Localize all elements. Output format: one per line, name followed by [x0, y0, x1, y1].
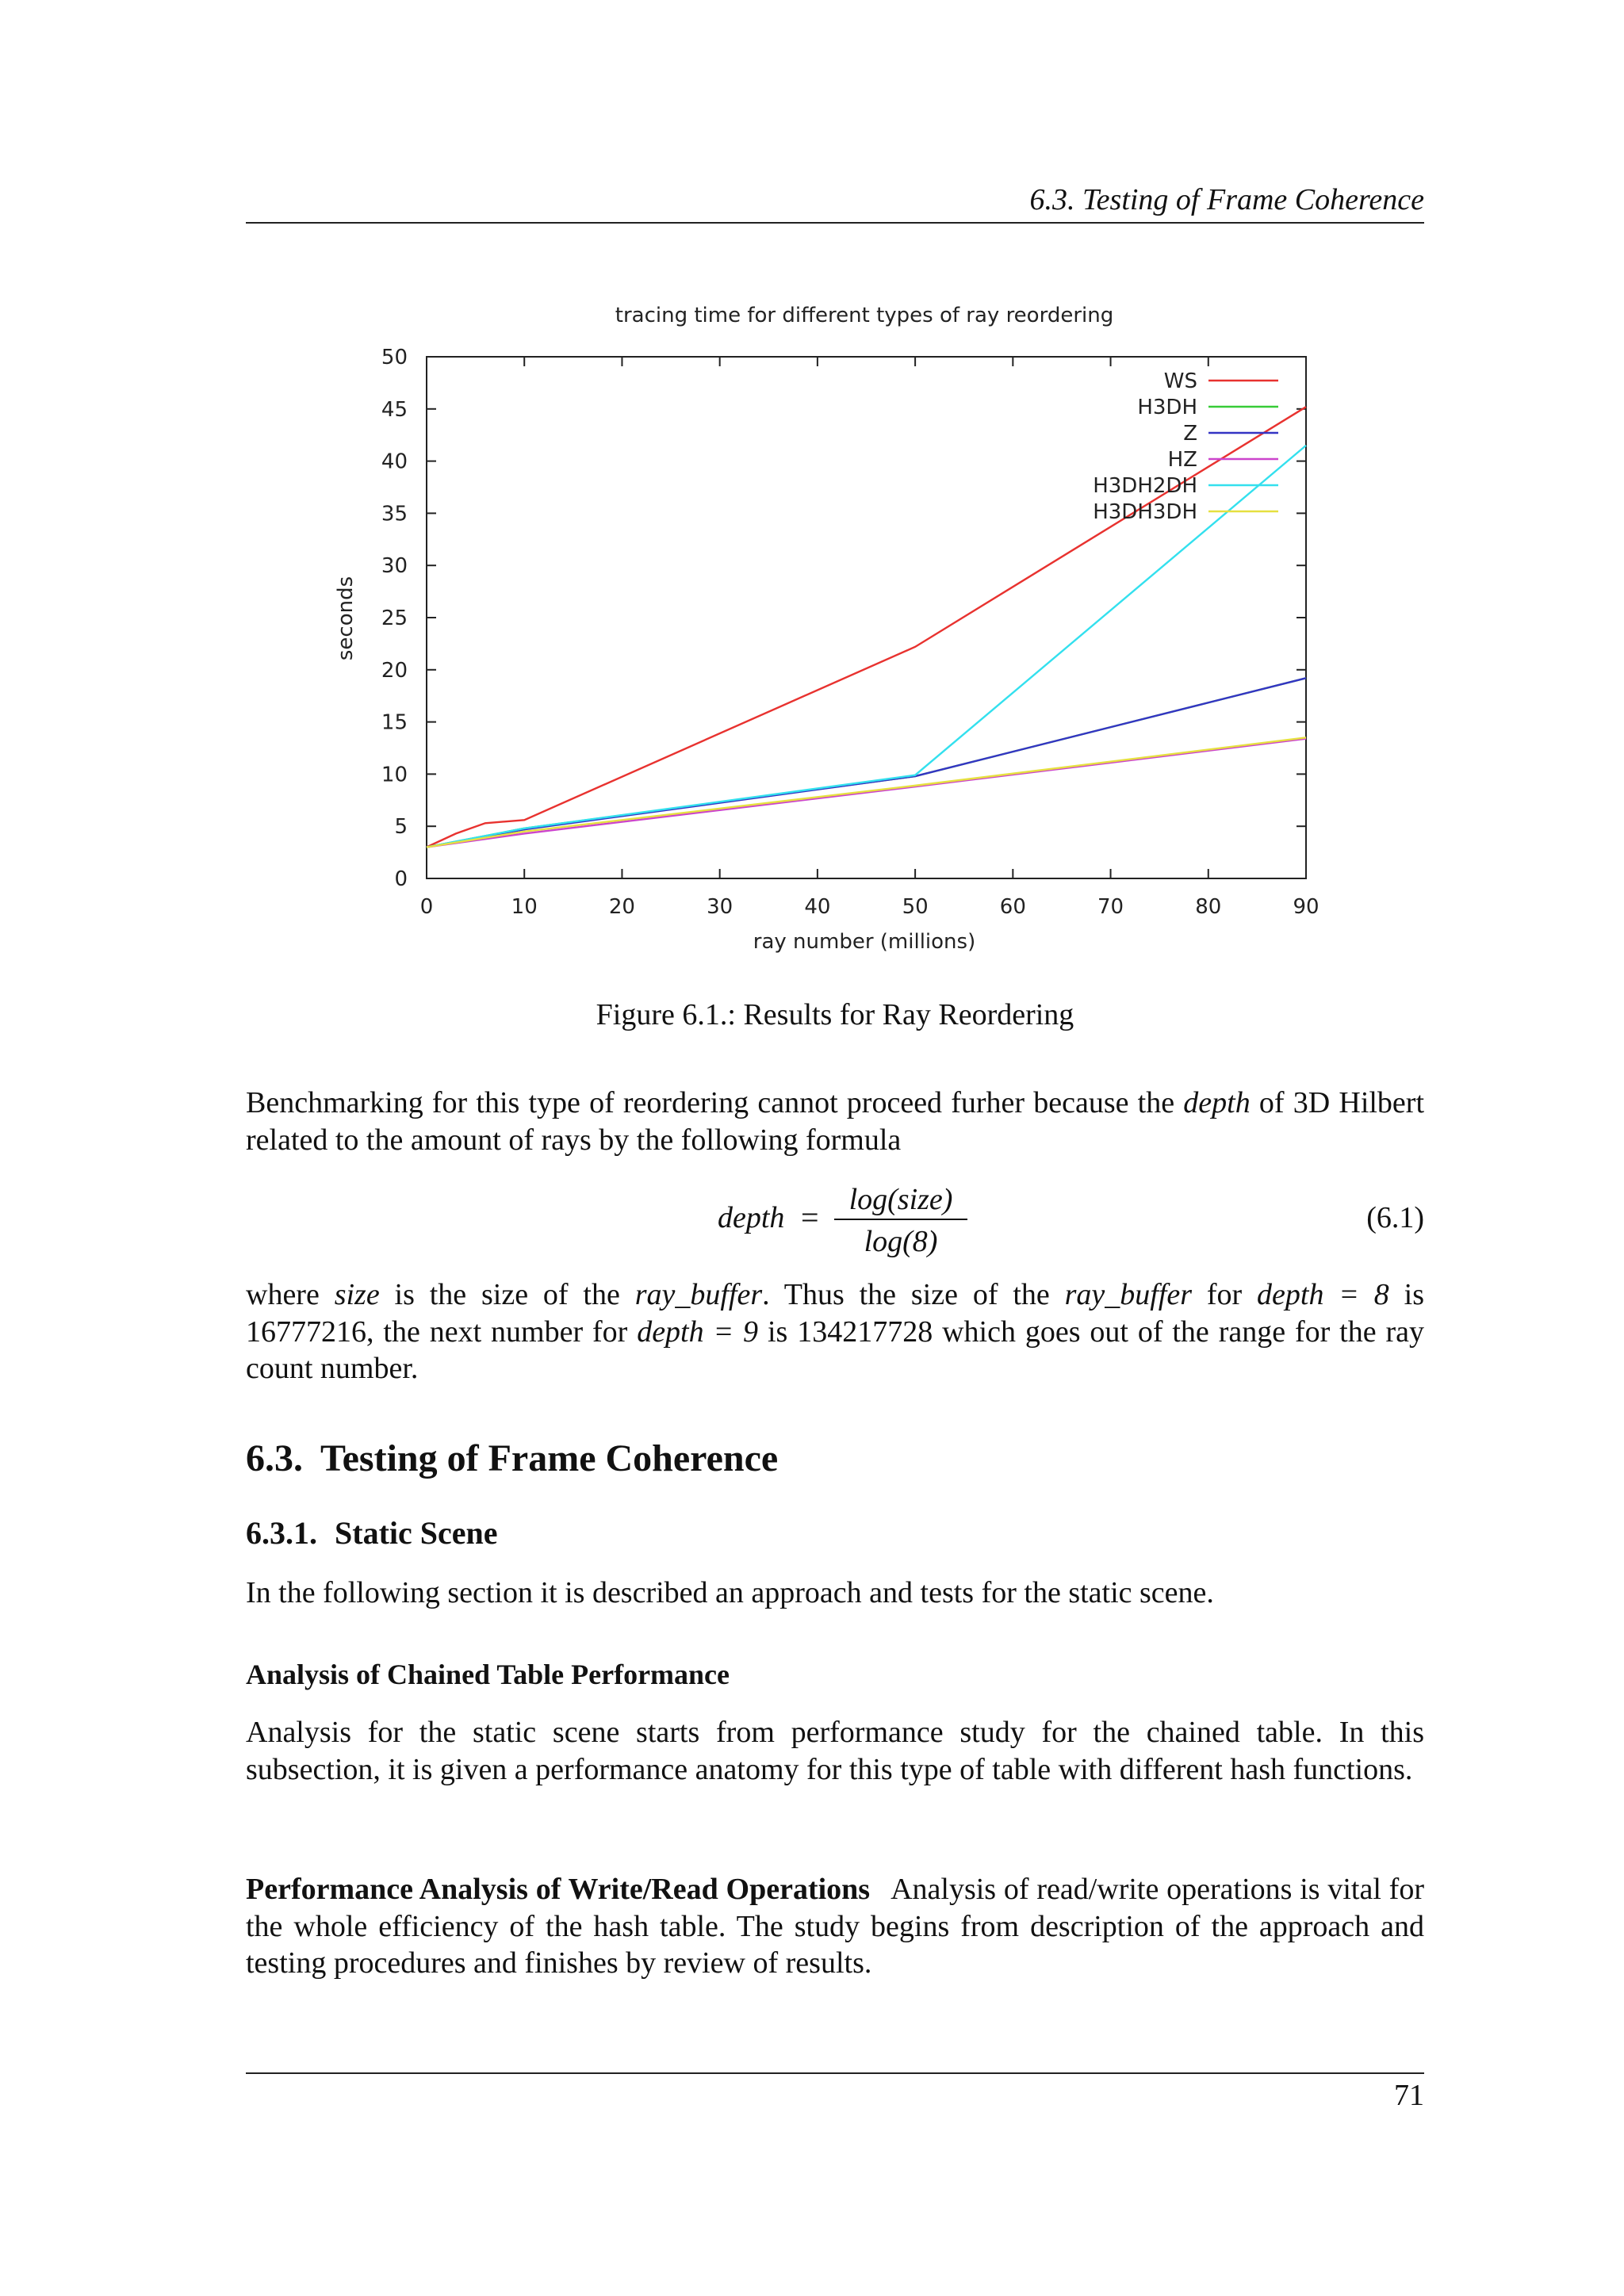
figure-caption: Figure 6.1.: Results for Ray Reordering	[596, 998, 1074, 1031]
paragraph-chained-table: Analysis for the static scene starts from performance study for the chained table. In this subsection, it is given a performance anatomy for this type of table with different hash functions.	[246, 1716, 1424, 1786]
plot-frame	[427, 357, 1306, 878]
paragraph-write-read: Performance Analysis of Write/Read Operations Analysis of read/write operations is vital for the whole efficiency of the hash table. The study begins from description of the approach and testing procedures and finishes by review of results.	[246, 1873, 1424, 1980]
equation-lhs: depth	[718, 1201, 785, 1234]
y-tick-label: 25	[381, 607, 408, 630]
x-tick-label: 30	[707, 895, 733, 919]
y-tick-label: 40	[381, 450, 408, 474]
header-rule	[246, 222, 1424, 224]
equation-numerator: log(size)	[848, 1183, 953, 1216]
legend-label: WS	[1163, 369, 1197, 393]
x-tick-label: 90	[1293, 895, 1320, 919]
series-line-z	[427, 678, 1306, 847]
y-axis-label: seconds	[334, 576, 358, 661]
legend-label: H3DH2DH	[1093, 474, 1197, 498]
y-tick-label: 20	[381, 658, 408, 683]
paragraph-benchmarking: Benchmarking for this type of reordering cannot proceed furher because the depth of 3D Hilbert related to the amount of rays by the following formula	[246, 1086, 1425, 1157]
chart	[317, 293, 1348, 967]
equation-fraction	[834, 1181, 967, 1260]
page-number: 71	[1394, 2079, 1424, 2112]
section-heading: 6.3. Testing of Frame Coherence	[246, 1437, 779, 1479]
series-line-hz	[427, 739, 1306, 848]
paragraph-heading: Analysis of Chained Table Performance	[246, 1659, 730, 1690]
y-tick-label: 35	[381, 502, 408, 526]
x-tick-label: 70	[1097, 895, 1124, 919]
run-in-heading: Performance Analysis of Write/Read Operations	[246, 1873, 871, 1906]
footer-rule	[246, 2072, 1424, 2074]
y-tick-label: 45	[381, 397, 408, 422]
x-tick-label: 20	[608, 895, 635, 919]
y-tick-label: 5	[394, 815, 408, 840]
x-tick-label: 80	[1195, 895, 1222, 919]
x-tick-label: 50	[902, 895, 929, 919]
running-head: 6.3. Testing of Frame Coherence	[1029, 183, 1424, 216]
legend-label: H3DH	[1137, 396, 1197, 419]
x-axis-label: ray number (millions)	[753, 930, 976, 954]
legend-label: H3DH3DH	[1093, 500, 1197, 524]
x-tick-label: 40	[804, 895, 831, 919]
paragraph-size: where size is the size of the ray_buffer. Thus the size of the ray_buffer for depth = 8 is 16777216, the next number for depth = 9 is 134217728 which goes out of the range for the ray count number.	[246, 1278, 1424, 1385]
y-tick-label: 0	[394, 867, 408, 891]
equation-equals: =	[801, 1200, 819, 1235]
y-tick-label: 50	[381, 346, 408, 369]
equation-6-1	[246, 1181, 1424, 1269]
x-tick-label: 10	[511, 895, 538, 919]
paragraph-intro: In the following section it is described an approach and tests for the static scene.	[246, 1576, 1214, 1609]
y-tick-label: 10	[381, 763, 408, 787]
series-line-h3dh	[427, 678, 1306, 847]
legend-label: HZ	[1167, 448, 1197, 472]
equation-denominator: log(8)	[864, 1225, 938, 1258]
subsection-heading: 6.3.1. Static Scene	[246, 1515, 498, 1551]
y-tick-label: 15	[381, 710, 408, 735]
y-tick-label: 30	[381, 554, 408, 579]
legend-label: Z	[1183, 422, 1197, 446]
equation-number: (6.1)	[1366, 1201, 1424, 1234]
x-tick-label: 0	[419, 895, 434, 919]
chart-title: tracing time for different types of ray reordering	[615, 304, 1114, 327]
x-tick-label: 60	[999, 895, 1026, 919]
